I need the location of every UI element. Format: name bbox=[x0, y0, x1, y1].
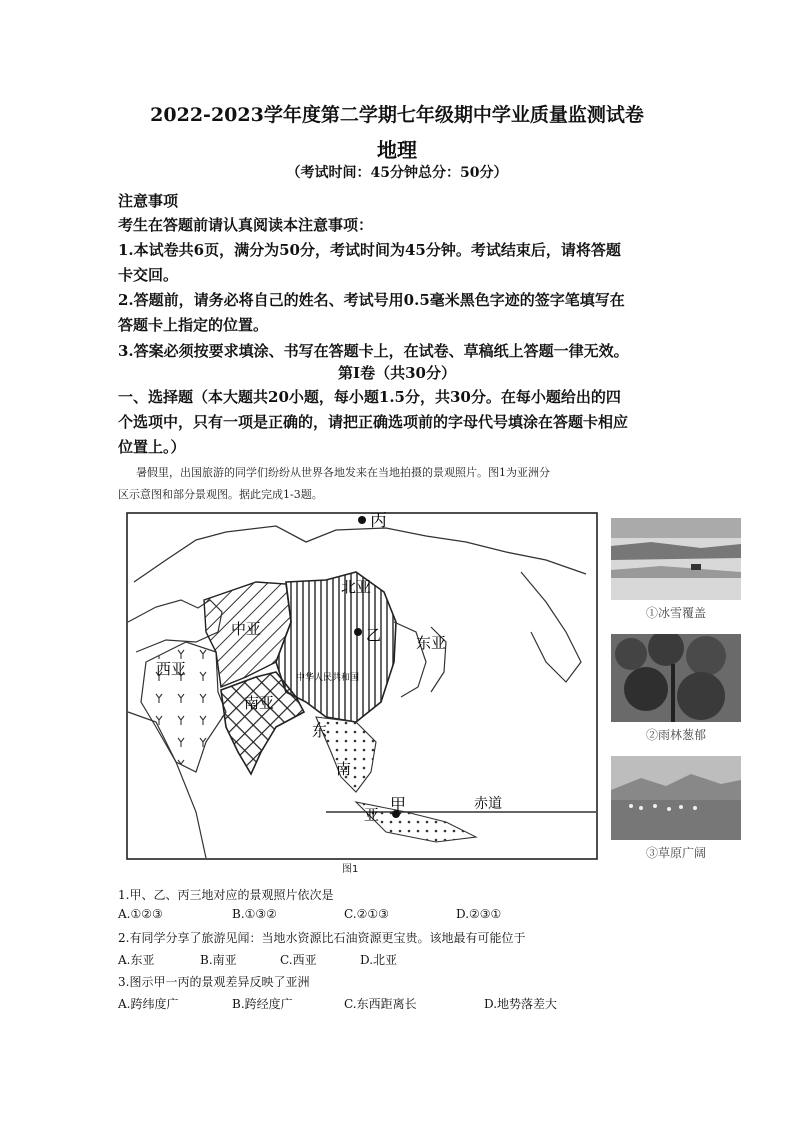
point-bing bbox=[358, 516, 366, 524]
rainforest-image bbox=[611, 634, 741, 722]
answer-option[interactable]: B.①③② bbox=[232, 907, 277, 921]
snow-landscape-image bbox=[611, 518, 741, 600]
exam-info: （考试时间：45分钟总分：50分） bbox=[286, 165, 508, 181]
label-bing: 丙 bbox=[370, 512, 387, 531]
answer-option[interactable]: A.①②③ bbox=[118, 907, 163, 921]
notice-item: 2.答题前，请务必将自己的姓名、考试号用0.5毫米黑色字迹的签字笔填写在 bbox=[118, 291, 625, 309]
notice-item: 1.本试卷共6页，满分为50分，考试时间为45分钟。考试结束后，请将答题 bbox=[118, 241, 621, 259]
answer-option[interactable]: D.北亚 bbox=[360, 953, 398, 967]
label-china: 中华人民共和国 bbox=[296, 673, 360, 683]
label-east-asia: 东亚 bbox=[416, 634, 447, 652]
photo-rainforest bbox=[611, 634, 741, 743]
grassland-image bbox=[611, 756, 741, 840]
label-se-dong: 东 bbox=[312, 722, 328, 740]
question-stem: 1.甲、乙、丙三地对应的景观照片依次是 bbox=[118, 888, 334, 902]
photo-caption: ③草原广阔 bbox=[645, 846, 706, 860]
section-instructions: 一、选择题（本大题共20小题，每小题1.5分，共30分。在每小题给出的四 bbox=[118, 388, 621, 406]
subject-title: 地理 bbox=[377, 138, 417, 162]
answer-option[interactable]: A.跨纬度广 bbox=[118, 997, 179, 1011]
answer-option[interactable]: C.西亚 bbox=[280, 953, 317, 967]
section-instructions: 个选项中，只有一项是正确的，请把正确选项前的字母代号填涂在答题卡相应 bbox=[118, 413, 629, 431]
notice-item: 答题卡上指定的位置。 bbox=[118, 316, 269, 334]
section-title: 第Ⅰ卷（共30分） bbox=[338, 364, 456, 382]
label-west-asia: 西亚 bbox=[156, 660, 187, 678]
photo-grassland bbox=[611, 756, 741, 861]
point-yi bbox=[354, 628, 362, 636]
section-instructions: 位置上。） bbox=[118, 438, 186, 456]
answer-option[interactable]: C.②①③ bbox=[344, 907, 389, 921]
label-se-nan: 南 bbox=[336, 760, 352, 778]
answer-option[interactable]: B.南亚 bbox=[200, 953, 237, 967]
label-jia: 甲 bbox=[390, 795, 407, 814]
question-stem: 2.有同学分享了旅游见闻：当地水资源比石油资源更宝贵。该地最有可能位于 bbox=[118, 931, 526, 945]
label-equator: 赤道 bbox=[474, 796, 502, 812]
answer-option[interactable]: A.东亚 bbox=[118, 953, 155, 967]
question-stem: 3.图示甲一丙的景观差异反映了亚洲 bbox=[118, 975, 310, 989]
answer-option[interactable]: D.地势落差大 bbox=[484, 997, 558, 1011]
map-caption: 图1 bbox=[342, 864, 359, 875]
notice-item: 3.答案必须按要求填涂、书写在答题卡上，在试卷、草稿纸上答题一律无效。 bbox=[118, 342, 629, 360]
answer-option[interactable]: C.东西距离长 bbox=[344, 997, 417, 1011]
notice-heading: 注意事项 bbox=[118, 192, 179, 210]
context-text: 暑假里，出国旅游的同学们纷纷从世界各地发来在当地拍摄的景观照片。图1为亚洲分 bbox=[136, 466, 550, 479]
answer-option[interactable]: B.跨经度广 bbox=[232, 997, 293, 1011]
exam-title: 2022-2023学年度第二学期七年级期中学业质量监测试卷 bbox=[150, 104, 644, 126]
answer-option[interactable]: D.②③① bbox=[456, 907, 502, 921]
label-south-asia: 南亚 bbox=[244, 694, 275, 712]
photo-caption: ①冰雪覆盖 bbox=[645, 606, 706, 620]
label-yi: 乙 bbox=[366, 626, 382, 644]
photo-snow bbox=[611, 518, 741, 621]
label-se-ya: 亚 bbox=[364, 806, 380, 824]
context-text: 区示意图和部分景观图。据此完成1-3题。 bbox=[118, 488, 323, 501]
photo-caption: ②雨林葱郁 bbox=[645, 728, 706, 742]
notice-item: 卡交回。 bbox=[118, 266, 179, 284]
label-north-asia: 北亚 bbox=[341, 578, 372, 596]
asia-region-map bbox=[126, 512, 598, 860]
label-central-asia: 中亚 bbox=[231, 620, 262, 638]
notice-intro: 考生在答题前请认真阅读本注意事项： bbox=[118, 216, 374, 234]
